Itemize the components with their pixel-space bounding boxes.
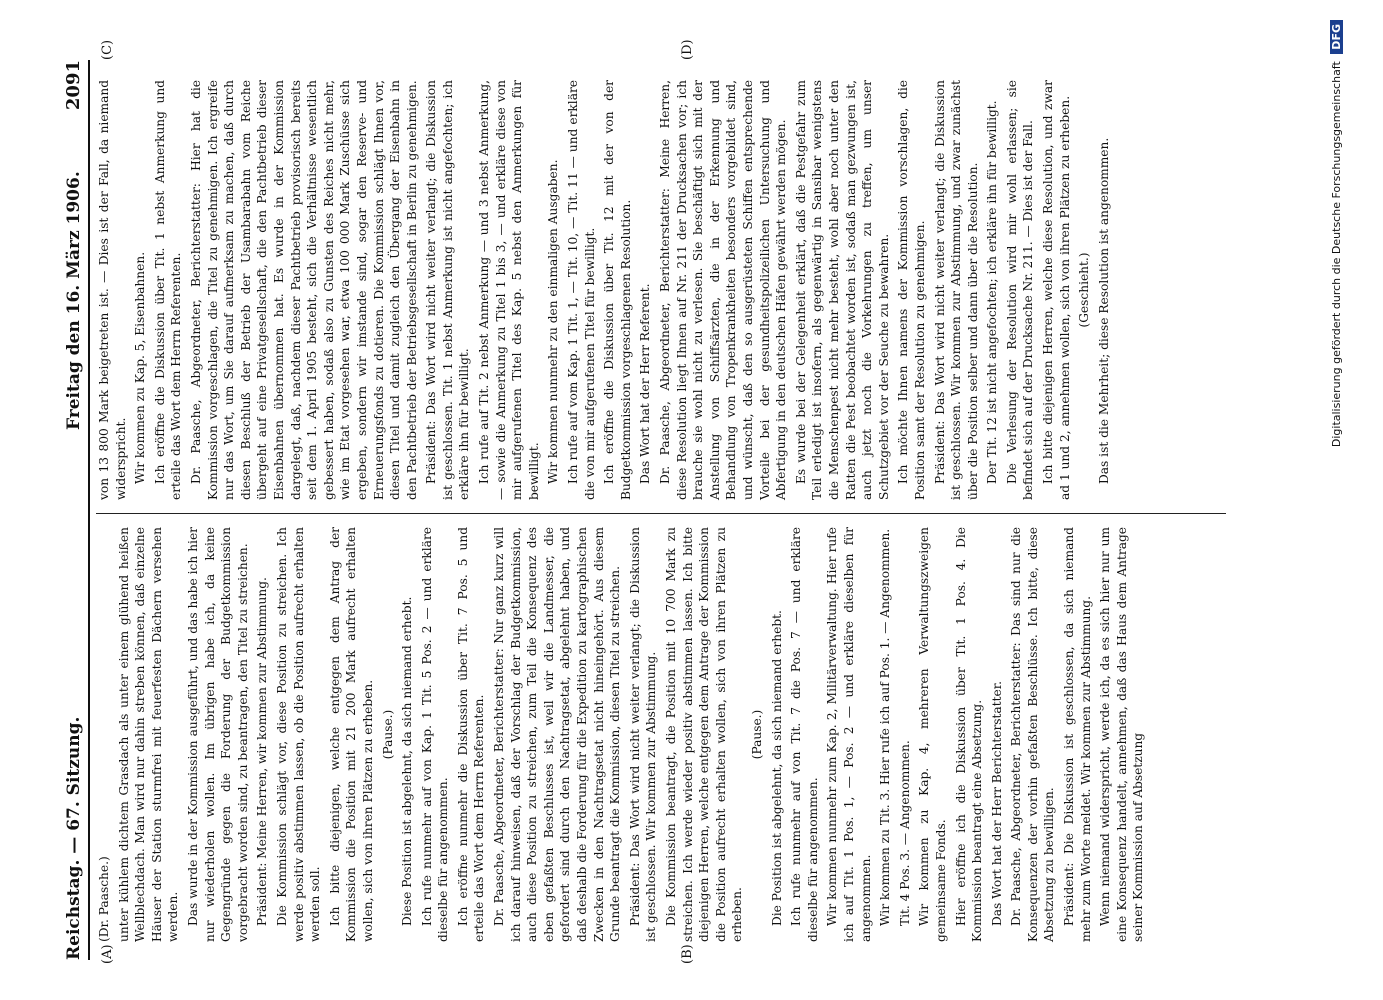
paragraph: Die Position ist abgelehnt, da sich niemand erhebt. <box>769 610 784 926</box>
header-session: Reichstag. — 67. Sitzung. <box>64 716 84 960</box>
paragraph: (Pause.) <box>749 709 764 760</box>
paragraph: Das Wort hat der Herr Berichterstatter. <box>989 680 1004 926</box>
paragraph: Das Wort hat der Herr Referent. <box>638 283 653 484</box>
paragraph: (Geschieht.) <box>1077 252 1092 328</box>
paragraph: Präsident: Das Wort wird nicht weiter verlangt; die Diskussion ist geschlossen. Tit. 1 nebst Anmerkung ist nicht angefochten; ich erkläre ihn für bewilligt. <box>424 80 472 500</box>
paragraph: unter kühlem dichtem Grasdach als unter einem glühend heißen Wellblechdach. Man wird nur dahin streben können, daß einzelne Häuser der Station sturmfrei mit feuerfesten Dächern versehen werden. <box>116 527 181 942</box>
paragraph: Ich bitte diejenigen, welche entgegen dem Antrag der Kommission die Position mit 21 200 Mark aufrecht erhalten wollen, sich von ihren Plätzen zu erheben. <box>327 527 375 942</box>
margin-marker-c: (C) <box>100 39 115 60</box>
paragraph: Ich möchte Ihnen namens der Kommission vorschlagen, die Position samt der Resolution zu genehmigen. <box>896 80 927 500</box>
paragraph: (Dr. Paasche.) <box>97 856 111 942</box>
paragraph: Diese Position ist abgelehnt, da sich niemand erhebt. <box>400 596 415 926</box>
right-text-column <box>96 80 1115 500</box>
paragraph: Wir kommen nunmehr zum Kap. 2, Militärverwaltung. Hier rufe ich auf Tit. 1 Pos. 1, — Pos. 2 — und erkläre dieselben für angenommen. <box>825 527 873 942</box>
paragraph: Präsident: Das Wort wird nicht weiter verlangt; die Diskussion ist geschlossen. Wir kommen zur Abstimmung. <box>627 527 659 942</box>
paragraph: Dr. Paasche, Abgeordneter, Berichterstatter: Nur ganz kurz will ich darauf hinweisen, daß der Vorschlag der Budgetkommission, auch diese Position zu streichen, zum Teil die Konsequenz des eben gefaßten Beschlusses ist, weil wir die Landmesser, die gefordert sind durch den Nachtragsetat, abgelehnt haben, und daß deshalb die Forderung für die Expedition zu kartographischen Zwecken in den Nachtragsetat nicht hineingehört. Aus diesem Grunde beantragt die Kommission, diesen Titel zu streichen. <box>492 527 623 942</box>
paragraph: Das wurde in der Kommission ausgeführt, und das habe ich hier nur wiederholen wollen. Im übrigen habe ich, da keine Gegengründe gegen die Forderung der Budgetkommission vorgebracht worden sind, zu beantragen, den Titel zu streichen. <box>185 527 250 942</box>
paragraph: Dr. Paasche, Abgeordneter, Berichterstatter: Hier hat die Kommission vorgeschlagen, die Titel zu genehmigen. Ich ergreife nur das Wort, um Sie darauf aufmerksam zu machen, daß durch diesen Beschluß der Betrieb der Usambarabahn vom Reiche übergeht auf eine Privatgesellschaft, die den Pachtbetrieb dieser Eisenbahnen übernommen hat. Es wurde in der Kommission dargelegt, daß, nachdem dieser Pachtbetrieb provisorisch bereits seit dem 1. April 1905 besteht, sich die Verhältnisse wesentlich gebessert haben, sodaß also zu Gunsten des Reiches nicht mehr, wie im Etat vorgesehen war, etwa 100 000 Mark Zuschüsse sich ergeben, sondern wir imstande sind, sogar den Reserve- und Erneuerungsfonds zu dotieren. Die Kommission schlägt Ihnen vor, diesen Titel und damit zugleich den Übergang der Eisenbahn in den Pachtbetrieb der Betriebsgesellschaft in Berlin zu genehmigen. <box>188 80 419 500</box>
paragraph: Wenn niemand widerspricht, werde ich, da es sich hier nur um eine Konsequenz handelt, annehmen, daß das Haus dem Antrage seiner Kommission auf Absetzung <box>1098 527 1146 942</box>
paragraph: Tit. 4 Pos. 3. — Angenommen. <box>897 740 912 926</box>
margin-marker-b: (B) <box>680 944 695 964</box>
page-number: 2091 <box>63 60 84 111</box>
paragraph: Ich eröffne die Diskussion über Tit. 12 mit der von der Budgetkommission vorgeschlagenen Resolution. <box>602 80 633 500</box>
paragraph: Hier eröffne ich die Diskussion über Tit. 1 Pos. 4. Die Kommission beantragt eine Absetzung. <box>953 527 985 942</box>
dfg-logo: DFG <box>1330 20 1343 54</box>
paragraph: Ich eröffne nunmehr die Diskussion über Tit. 7 Pos. 5 und erteile das Wort dem Herrn Referenten. <box>455 527 487 942</box>
margin-marker-a: (A) <box>100 944 115 964</box>
paragraph: Die Kommission schlägt vor, diese Position zu streichen. Ich werde positiv abstimmen lassen, ob die Position aufrecht erhalten werden soll. <box>274 527 323 942</box>
digitization-credit <box>1330 20 1352 980</box>
credit-text: Digitalisierung gefördert durch die Deutsche Forschungsgemeinschaft <box>1330 61 1343 448</box>
paragraph: Ich rufe auf vom Kap. 1 Tit. 1, — Tit. 10, — Tit. 11 — und erkläre die von mir aufgerufenen Titel für bewilligt. <box>566 80 597 500</box>
paragraph: Ich rufe nunmehr auf von Kap. 1 Tit. 5 Pos. 2 — und erkläre dieselbe für angenommen. <box>419 527 451 942</box>
running-header <box>58 60 90 960</box>
paragraph: Es wurde bei der Gelegenheit erklärt, daß die Pestgefahr zum Teil erledigt ist insofern, als gegenwärtig in Sansibar wenigstens die Menschenpest nicht mehr besteht, wohl aber noch unter den Ratten die Pest beobachtet worden ist, sodaß man gezwungen ist, auch jetzt noch die Vorkehrungen zu treffen, um unser Schutzgebiet vor der Seuche zu bewahren. <box>793 80 891 500</box>
paragraph: Wir kommen nunmehr zu den einmaligen Ausgaben. <box>546 159 561 484</box>
paragraph: Dr. Paasche, Abgeordneter, Berichterstatter: Das sind nur die Konsequenzen der vorhin gefaßten Beschlüsse. Ich bitte, diese Absetzung zu bewilligen. <box>1009 527 1057 942</box>
paragraph: Wir kommen zu Tit. 3. Hier rufe ich auf Pos. 1. — Angenommen. <box>878 528 893 926</box>
paragraph: Die Kommission beantragt, die Position mit 10 700 Mark zu streichen. Ich werde wieder positiv abstimmen lassen. Ich bitte diejenigen Herren, welche entgegen dem Antrage der Kommission die Position aufrecht erhalten wollen, sich von ihren Plätzen zu erheben. <box>664 527 745 942</box>
paragraph: Präsident: Das Wort wird nicht weiter verlangt; die Diskussion ist geschlossen. Wir kommen zur Abstimmung, und zwar zunächst über die Position selber und dann über die Resolution. <box>932 80 980 500</box>
paragraph: Ich eröffne die Diskussion über Tit. 1 nebst Anmerkung und erteile das Wort dem Herrn Referenten. <box>152 80 184 500</box>
paragraph: Wir kommen zu Kap. 4, mehreren Verwaltungszweigen gemeinsame Fonds. <box>917 527 948 942</box>
column-divider <box>96 513 1226 514</box>
paragraph: Die Verlesung der Resolution wird mir wohl erlassen; sie befindet sich auf der Drucksache Nr. 211. — Dies ist der Fall. <box>1004 80 1036 500</box>
paragraph: Präsident: Meine Herren, wir kommen zur Abstimmung. <box>255 577 270 926</box>
left-text-column <box>96 527 1150 942</box>
paragraph: Der Tit. 12 ist nicht angefochten; ich erkläre ihn für bewilligt. <box>985 100 1000 484</box>
paragraph: Präsident: Die Diskussion ist geschlossen, da sich niemand mehr zum Worte meldet. Wir kommen zur Abstimmung. <box>1062 527 1093 942</box>
paragraph: Das ist die Mehrheit; diese Resolution ist angenommen. <box>1096 137 1111 484</box>
paragraph: Ich rufe auf Tit. 2 nebst Anmerkung — und 3 nebst Anmerkung, — sowie die Anmerkung zu Titel 1 bis 3, — und erkläre diese von mir aufgerufenen Titel des Kap. 5 nebst den Anmerkungen für bewilligt. <box>477 80 541 500</box>
paragraph: von 13 800 Mark beigetreten ist. — Dies ist der Fall, da niemand widerspricht. <box>97 80 128 500</box>
header-date: Freitag den 16. März 1906. <box>64 171 84 430</box>
paragraph: Ich bitte diejenigen Herren, welche diese Resolution, und zwar ad 1 und 2, annehmen wollen, sich von ihren Plätzen zu erheben. <box>1041 80 1072 500</box>
paragraph: Ich rufe nunmehr auf von Tit. 7 die Pos. 7 — und erkläre dieselbe für angenommen. <box>789 527 820 942</box>
margin-marker-d: (D) <box>680 39 695 60</box>
paragraph: Dr. Paasche, Abgeordneter, Berichterstatter: Meine Herren, diese Resolution liegt Ihnen auf Nr. 211 der Drucksachen vor; ich brauche sie wohl nicht zu verlesen. Sie beschäftigt sich mit der Anstellung von Schiffsärzten, die in der Erkennung und Behandlung von Tropenkrankheiten besonders vorgebildet sind, und wünscht, daß den so ausgerüsteten Schiffen entsprechende Vorteile bei der gesundheitspolizeilichen Untersuchung und Abfertigung in den deutschen Häfen gewährt werden mögen. <box>658 80 789 500</box>
paragraph: Wir kommen zu Kap. 5, Eisenbahnen. <box>133 251 148 484</box>
paragraph: (Pause.) <box>380 709 395 760</box>
